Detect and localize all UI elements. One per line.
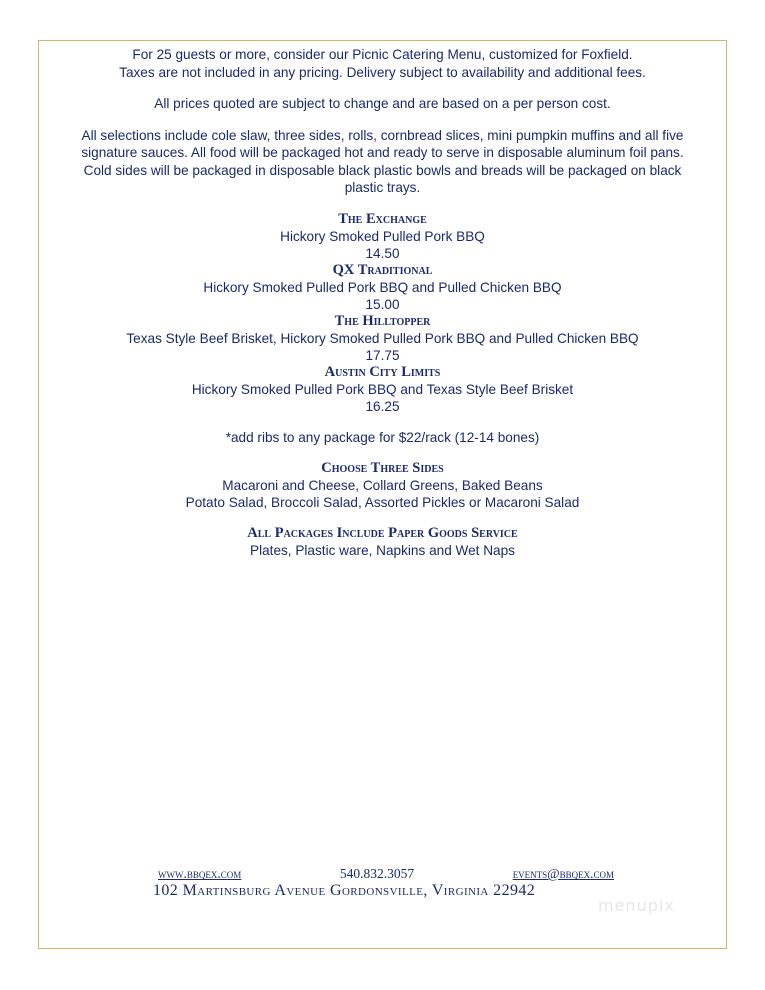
package-description: Texas Style Beef Brisket, Hickory Smoked Pulled Pork BBQ and Pulled Chicken BBQ <box>126 330 639 346</box>
menu-content <box>40 46 725 559</box>
package-price: 14.50 <box>365 245 400 261</box>
sides-line: Potato Salad, Broccoli Salad, Assorted Pickles or Macaroni Salad <box>185 494 580 510</box>
footer <box>148 866 628 900</box>
package-description: Hickory Smoked Pulled Pork BBQ and Pulled Chicken BBQ <box>203 279 562 295</box>
package-price: 16.25 <box>365 398 400 414</box>
package-name: Austin City Limits <box>324 363 441 380</box>
intro-line: signature sauces. All food will be packaged hot and ready to serve in disposable aluminum foil pans. <box>81 145 684 160</box>
intro-line: For 25 guests or more, consider our Picnic Catering Menu, customized for Foxfield. <box>132 47 633 62</box>
package-item <box>40 313 725 364</box>
package-item <box>40 262 725 313</box>
package-list <box>40 211 725 415</box>
intro-line: Taxes are not included in any pricing. Delivery subject to availability and additional fees. <box>119 64 646 80</box>
package-name: The Exchange <box>338 210 427 227</box>
address: 102 Martinsburg Avenue Gordonsville, Virginia 22942 <box>153 882 536 899</box>
watermark: menupix <box>598 896 675 915</box>
package-item <box>40 211 725 262</box>
ribs-note: *add ribs to any package for $22/rack (12-14 bones) <box>225 429 540 445</box>
package-price: 15.00 <box>365 296 400 312</box>
package-item <box>40 364 725 415</box>
phone-number: 540.832.3057 <box>339 866 415 881</box>
paper-goods-section <box>40 525 725 559</box>
contact-row <box>148 866 628 882</box>
package-description: Hickory Smoked Pulled Pork BBQ <box>280 228 485 244</box>
intro-line: Cold sides will be packaged in disposable black plastic bowls and breads will be packaged on black <box>83 162 682 178</box>
intro-line: All prices quoted are subject to change and are based on a per person cost. <box>154 96 611 111</box>
package-description: Hickory Smoked Pulled Pork BBQ and Texas Style Beef Brisket <box>191 381 574 397</box>
email-link[interactable]: events@bbqex.com <box>512 866 614 881</box>
intro-line: plastic trays. <box>344 180 421 195</box>
sides-title: Choose Three Sides <box>321 459 444 476</box>
package-price: 17.75 <box>365 347 400 363</box>
package-name: QX Traditional <box>332 261 433 278</box>
intro-line: All selections include cole slaw, three sides, rolls, cornbread slices, mini pumpkin muffins and all five <box>81 127 684 143</box>
package-name: The Hilltopper <box>334 312 431 329</box>
website-link[interactable]: www.bbqex.com <box>158 866 242 881</box>
paper-goods-line: Plates, Plastic ware, Napkins and Wet Naps <box>250 542 515 558</box>
sides-section <box>40 460 725 511</box>
sides-line: Macaroni and Cheese, Collard Greens, Baked Beans <box>222 477 543 493</box>
intro-block <box>40 46 725 197</box>
paper-goods-title: All Packages Include Paper Goods Service <box>247 524 518 541</box>
